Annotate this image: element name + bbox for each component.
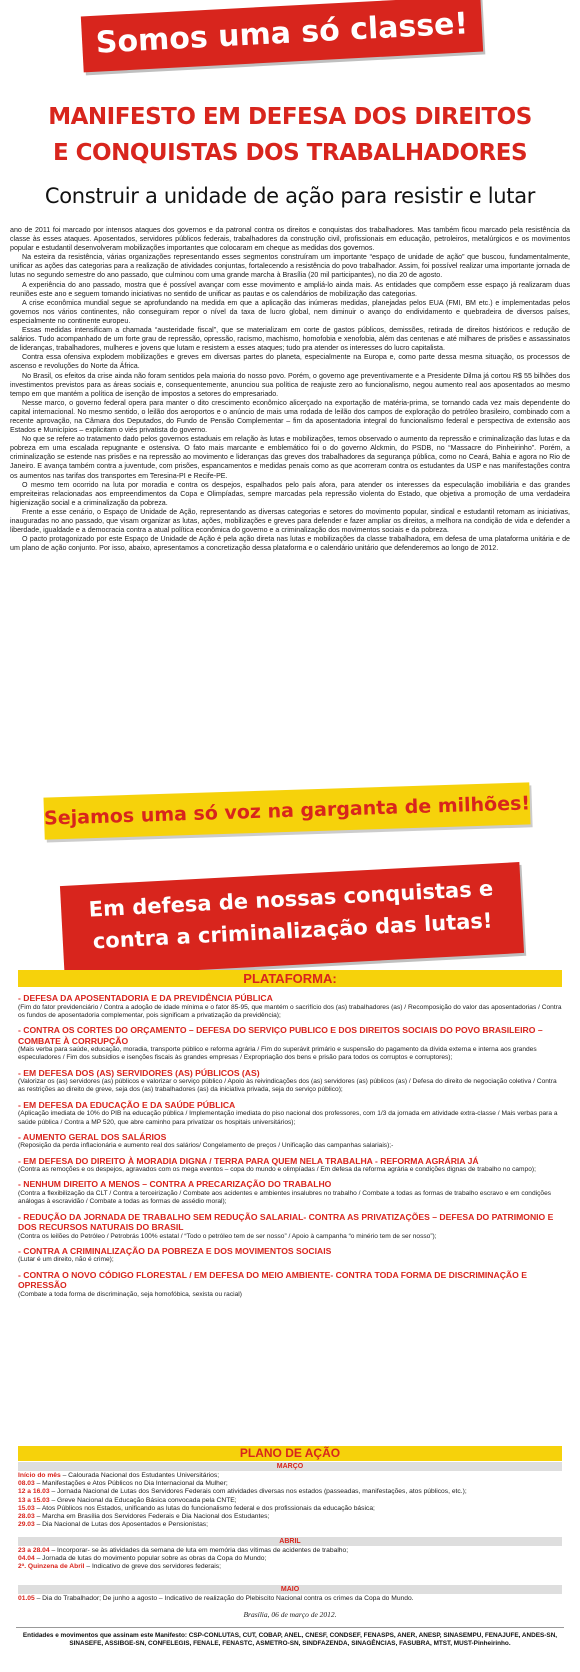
plataforma-item-text: (Contra as remoções e os despejos, agravados com os mega eventos – copa do mundo e olimpíadas / Em defesa da reforma agrária e condições dignas de trabalho no campo); — [18, 1166, 536, 1174]
plataforma-item-text: (Contra a flexibilização da CLT / Contra a terceirização / Combate aos acidentes e ambientes insalubres no trabalho / Combate a todas as formas de trabalho escravo e em condições análogas à escravidão / Combate a todas as formas de assédio moral); — [18, 1189, 552, 1206]
plataforma-item — [18, 1132, 562, 1151]
plataforma-item — [18, 1179, 562, 1206]
footer-divider — [16, 1627, 564, 1628]
event-date: Início do mês — [18, 1472, 61, 1479]
plataforma-item — [18, 1156, 562, 1175]
manifesto-date: Brasília, 06 de março de 2012. — [243, 1610, 337, 1619]
plataforma-item-heading: - EM DEFESA DO DIREITO À MORADIA DIGNA / TERRA PARA QUEM NELA TRABALHA - REFORMA AGRÁRIA JÁ — [18, 1155, 479, 1166]
plataforma-item — [18, 1246, 562, 1265]
event-row — [18, 1488, 562, 1496]
event-date: 15.03 — [18, 1504, 35, 1512]
marco-events — [18, 1472, 562, 1529]
body-paragraph: O mesmo tem ocorrido na luta por moradia e contra os despejos, espalhados pelo país afora, para atender os interesses da especulação imobiliária e das grandes empreiteiras relacionadas aos empreendimentos da Copa e Olimpíadas, sempre marcadas pela repressão violenta do Estado, que objetiva a promoção de uma verdadeira higienização social e a criminalização da pobreza. — [10, 480, 570, 507]
plataforma-item-text: (Valorizar os (as) servidores (as) públicos e valorizar o serviço público / Apoio às reivindicações dos (as) servidores (as) públicos (as) / Defesa do direito de negociação coletiva / Contra as restrições ao direito de greve, seja dos (as) trabalhadores (as) da iniciativa privada, seja do serviço público); — [18, 1078, 557, 1094]
plataforma-heading: PLATAFORMA: — [18, 970, 562, 987]
body-paragraph: Nesse marco, o governo federal opera para manter o dito crescimento econômico alicerçado na exportação de matéria-prima, se tornando cada vez mais dependente do capital internacional. No mesmo sentido, o leilão dos aeroportos e o anúncio de mais uma rodada de leilão dos campos de exploração do petróleo brasileiro, combinado com a recente aprovação, na Câmara dos Deputados, do Fundo de Pensão Complementar – fim da aposentadoria integral do funcionalismo federal e perspectiva de extensão aos Estados e Municípios – explicitam o viés privatista do governo. — [10, 398, 570, 435]
event-date: 29.03 — [18, 1521, 35, 1529]
event-text: – Dia do Trabalhador; De junho a agosto – Indicativo de realização do Plebiscito Nacional contra os crimes da Copa do Mundo. — [34, 1595, 414, 1602]
plataforma-item-heading: - CONTRA O NOVO CÓDIGO FLORESTAL / EM DEFESA DO MEIO AMBIENTE- CONTRA TODA FORMA DE DISCRIMINAÇÃO E OPRESSÃO — [18, 1269, 527, 1291]
plataforma-item-text: (Contra os leilões do Petróleo / Petrobrás 100% estatal / “Todo o petróleo tem de ser nosso” / Apoio à campanha “o minério tem de ser nosso”); — [18, 1232, 437, 1240]
body-paragraph: Na esteira da resistência, várias organizações representando esses segmentos construíram um importante “espaço de unidade de ação” que buscou, fundamentalmente, unificar as ações das categorias para a realização de atividades conjuntas, fortalecendo a resistência do povo trabalhador. Assim, foi possível realizar uma importante jornada de lutas no segundo semestre do ano passado, que culminou com uma grande marcha à Brasília (20 mil participantes), no dia 20 de agosto. — [10, 253, 570, 280]
event-row — [18, 1521, 562, 1529]
banner-somos-uma-so-classe: Somos uma só classe! — [81, 0, 483, 72]
event-date: 12 a 16.03 — [18, 1488, 50, 1496]
event-row — [18, 1563, 562, 1571]
plataforma-item-heading: - DEFESA DA APOSENTADORIA E DA PREVIDÊNCIA PÚBLICA — [18, 993, 273, 1003]
event-date: 01.05 — [18, 1595, 35, 1602]
event-text: – Jornada Nacional de Lutas dos Servidores Federais com atividades diversas nos estados (passeadas, manifestações, atos públicos, etc.); — [49, 1488, 467, 1496]
event-row — [18, 1472, 562, 1480]
plataforma-item-text: (Mais verba para saúde, educação, moradia, transporte público e reforma agrária / Fim do superávit primário e suspensão do pagamento da dívida externa e interna aos grandes especuladores / Fim dos subsídios e isenções fiscais às grandes empresas / Expropriação dos bens e prisão para todos os corruptos e corruptores); — [18, 1046, 537, 1062]
body-paragraph: O pacto protagonizado por este Espaço de Unidade de Ação é pela ação direta nas lutas e mobilizações da classe trabalhadora, em defesa de uma plataforma unitária e de um plano de ação conjunto. Por isso, abaixo, apresentamos a concretização dessa plataforma e o calendário unitário que defenderemos ao longo de 2012. — [10, 535, 570, 553]
body-paragraph: ano de 2011 foi marcado por intensos ataques dos governos e da patronal contra os direitos e conquistas dos trabalhadores. Mas também ficou marcado pela resistência da classe às esses ataques. Aposentados, servidores públicos federais, trabalhadores da construção civil, profissionais em educação, petroleiros, metalúrgicos e os movimentos popular e estudantil desenvolveram mobilizações importantes que colocaram em cheque as medidas dos governos. — [10, 226, 570, 253]
plataforma-item-heading: - EM DEFESA DOS (AS) SERVIDORES (AS) PÚBLICOS (AS) — [18, 1067, 260, 1078]
event-row — [18, 1497, 562, 1505]
event-row — [18, 1595, 562, 1603]
event-date: 23 a 28.04 — [18, 1547, 50, 1554]
manifesto-title-line2: E CONQUISTAS DOS TRABALHADORES — [52, 140, 528, 166]
event-text: – Calourada Nacional dos Estudantes Universitários; — [60, 1472, 220, 1479]
body-paragraph: A crise econômica mundial segue se aprofundando na medida em que a aplicação das inúmeras medidas, planejadas pelos EUA (FMI, BM etc.) e implementadas pelos governos nos vários continentes, não conseguiram repor o nível da taxa de lucro global, nem diminuir o avanço do endividamento e quebradeira de diversos países, especialmente no continente europeu. — [10, 298, 570, 325]
abril-events — [18, 1547, 562, 1572]
plataforma-item-heading: - AUMENTO GERAL DOS SALÁRIOS — [18, 1131, 167, 1142]
plataforma-item — [18, 1025, 562, 1063]
body-paragraph: Essas medidas intensificam a chamada “austeridade fiscal”, que se materializam em corte de gastos públicos, demissões, retirada de direitos históricos e redução de salários. Tudo acompanhado de um forte grau de repressão, opressão, racismo, machismo, homofobia e xenofobia, além das centenas e até milhares de prisões e assassinatos de lideranças, trabalhadores, mulheres e jovens que lutam e resistem a esses ataques; tudo pra atender os interesses do lucro capitalista. — [10, 326, 570, 353]
body-paragraph: Contra essa ofensiva explodem mobilizações e greves em diversas partes do planeta, especialmente na Europa e, como parte dessa mesma situação, os processos de ascenso e revoluções do Norte da África. — [10, 353, 570, 371]
plataforma-item — [18, 1068, 562, 1095]
plataforma-item-heading: - REDUÇÃO DA JORNADA DE TRABALHO SEM REDUÇÃO SALARIAL- CONTRA AS PRIVATIZAÇÕES – DEFESA DO PATRIMONIO E DOS RECURSOS NATURAIS DO BRASIL — [18, 1211, 554, 1233]
event-date: 04.04 — [18, 1555, 35, 1563]
event-date: 13 a 15.03 — [18, 1496, 50, 1504]
event-text: – Manifestações e Atos Públicos no Dia Internacional da Mulher; — [34, 1480, 228, 1488]
body-paragraph: Frente a esse cenário, o Espaço de Unidade de Ação, representando as diversas categorias e setores do movimento popular, sindical e estudantil retomam as iniciativas, inauguradas no ano passado, que visam organizar as lutas, ações, mobilizações e greves para defender e fazer ampliar os direitos, a melhora na condição de vida e defender a liberdade, igualdade e a democracia contra a atual política econômica do governo e a criminalização dos movimentos sociais e da pobreza. — [10, 507, 570, 535]
body-paragraph: A experiência do ano passado, mostra que é possível avançar com esse movimento e ampliá-lo ainda mais. As entidades que compõem esse espaço já realizaram duas reuniões este ano e seguem tomando iniciativas no sentido de unificar as pautas e os calendários de mobilização das categorias. — [10, 280, 570, 298]
event-text: – Marcha em Brasília dos Servidores Federais e Dia Nacional dos Estudantes; — [34, 1513, 270, 1521]
plataforma-item-heading: - CONTRA A CRIMINALIZAÇÃO DA POBREZA E DOS MOVIMENTOS SOCIAIS — [18, 1245, 332, 1256]
plataforma-list — [18, 988, 562, 1299]
event-row — [18, 1513, 562, 1521]
event-text: – Incorporar- se às atividades da semana de luta em memória das vítimas de acidentes de trabalho; — [49, 1547, 349, 1554]
plataforma-item-heading: - EM DEFESA DA EDUCAÇÃO E DA SAÚDE PÚBLICA — [18, 1099, 236, 1110]
body-paragraph: No que se refere ao tratamento dado pelos governos estaduais em relação às lutas e mobilizações, temos observado o aumento da repressão e criminalização das lutas e da pobreza em uma escalada repugnante e ostensiva. O fato mais marcante e emblemático foi o do governo Alckmin, do PSDB, no “Massacre do Pinheirinho”. Porém, a criminalização se estende nas prisões e na repressão ao movimento e lideranças das greves dos trabalhadores da segurança pública, como no Ceará, Bahia e agora no Rio de Janeiro. E avança também contra a juventude, com prisões, espancamentos e medidas penais como as que acorreram contra os estudantes da USP e nas manifestações contra os aumentos nas tarifas dos transportes em Teresina-PI e Recife-PE. — [10, 435, 570, 480]
plataforma-item-heading: - CONTRA OS CORTES DO ORÇAMENTO – DEFESA DO SERVIÇO PUBLICO E DOS DIREITOS SOCIAIS DO POVO BRASILEIRO – COMBATE À CORRUPÇÃO — [18, 1025, 543, 1046]
plataforma-item — [18, 993, 562, 1020]
event-text: – Atos Públicos nos Estados, unificando as lutas do funcionalismo federal e dos profissionais da educação básica; — [34, 1504, 375, 1512]
plataforma-item — [18, 1212, 562, 1241]
body-paragraph: No Brasil, os efeitos da crise ainda não foram sentidos pela maioria do nosso povo. Porém, o governo age preventivamente e a Presidente Dilma já cortou R$ 55 bilhões dos investimentos previstos para as áreas sociais e, consequentemente, anunciou sua política de reajuste zero ao funcionalismo, negou aumento real aos aposentados ao mesmo tempo em que mantém a política de isenção de impostos a setores do empresariado. — [10, 371, 570, 398]
banner-em-defesa-das-conquistas: Em defesa de nossas conquistas e contra a criminalização das lutas! — [60, 862, 524, 977]
event-row — [18, 1505, 562, 1513]
plataforma-item-text: (Aplicação imediata de 10% do PIB na educação pública / Implementação imediata do piso nacional dos professores, com 1/3 da jornada em atividade extra-classe / Mais verbas para a saúde pública / Contra a MP 520, que abre caminho para privatizar os hospitais universitários); — [18, 1110, 558, 1126]
event-row — [18, 1555, 562, 1563]
event-date: 2ª. Quinzena de Abril — [18, 1563, 85, 1571]
event-text: – Greve Nacional da Educação Básica convocada pela CNTE; — [49, 1496, 237, 1504]
event-text: – Jornada de lutas do movimento popular sobre as obras da Copa do Mundo; — [34, 1555, 267, 1563]
plataforma-item-text: (Lutar é um direito, não é crime); — [18, 1256, 114, 1264]
manifesto-subtitle: Construir a unidade de ação para resistir e lutar — [44, 184, 536, 208]
month-marco-label: MARÇO — [18, 1462, 562, 1471]
banner-sejamos-uma-so-voz: Sejamos uma só voz na garganta de milhões! — [43, 782, 530, 839]
event-date: 28.03 — [18, 1513, 35, 1521]
plataforma-item-heading: - NENHUM DIREITO A MENOS – CONTRA A PRECARIZAÇÃO DO TRABALHO — [18, 1179, 332, 1190]
plano-de-acao-heading: PLANO DE AÇÃO — [18, 1446, 562, 1461]
plataforma-item — [18, 1270, 562, 1299]
manifesto-title-line1: MANIFESTO EM DEFESA DOS DIREITOS — [48, 104, 532, 130]
event-date: 08.03 — [18, 1480, 35, 1488]
signatories-footer: Entidades e movimentos que assinam este Manifesto: CSP-CONLUTAS, CUT, COBAP, ANEL, CNESF, CONDSEF, FENASPS, ANER, ANESP, SINASEMPU, FENAJUFE, ANDES-SN, SINASEFE, ASSIBGE-SN, CONFELEGIS, FENALE, FENASTC, ASMETRO-SN, SINDFAZENDA, SINAGÊNCIAS, FASUBRA, MTST, MUST-Pinheirinho. — [22, 1632, 558, 1648]
event-row — [18, 1480, 562, 1488]
month-abril-label: ABRIL — [18, 1537, 562, 1546]
plataforma-item — [18, 1100, 562, 1127]
event-row — [18, 1547, 562, 1555]
plataforma-item-text: (Combate a toda forma de discriminação, seja homofóbica, sexista ou racial) — [18, 1290, 242, 1298]
plataforma-item-text: (Reposição da perda inflacionária e aumento real dos salários/ Congelamento de preços / Unificação das campanhas salariais);- — [18, 1142, 394, 1150]
plataforma-item-text: (Fim do fator previdenciário / Contra a adoção de idade mínima e o fator 85-95, que mantém o sacrifício dos (as) trabalhadores (as) / Recomposição do valor das aposentadorias / Contra os fundos de aposentadoria complementar, pois significam a privatização da previdência); — [18, 1003, 562, 1019]
event-text: – Indicativo de greve dos servidores federais; — [84, 1563, 221, 1571]
event-text: – Dia Nacional de Lutas dos Aposentados e Pensionistas; — [34, 1521, 208, 1529]
maio-events — [18, 1595, 562, 1603]
manifesto-body — [10, 226, 570, 553]
month-maio-label: MAIO — [18, 1585, 562, 1594]
